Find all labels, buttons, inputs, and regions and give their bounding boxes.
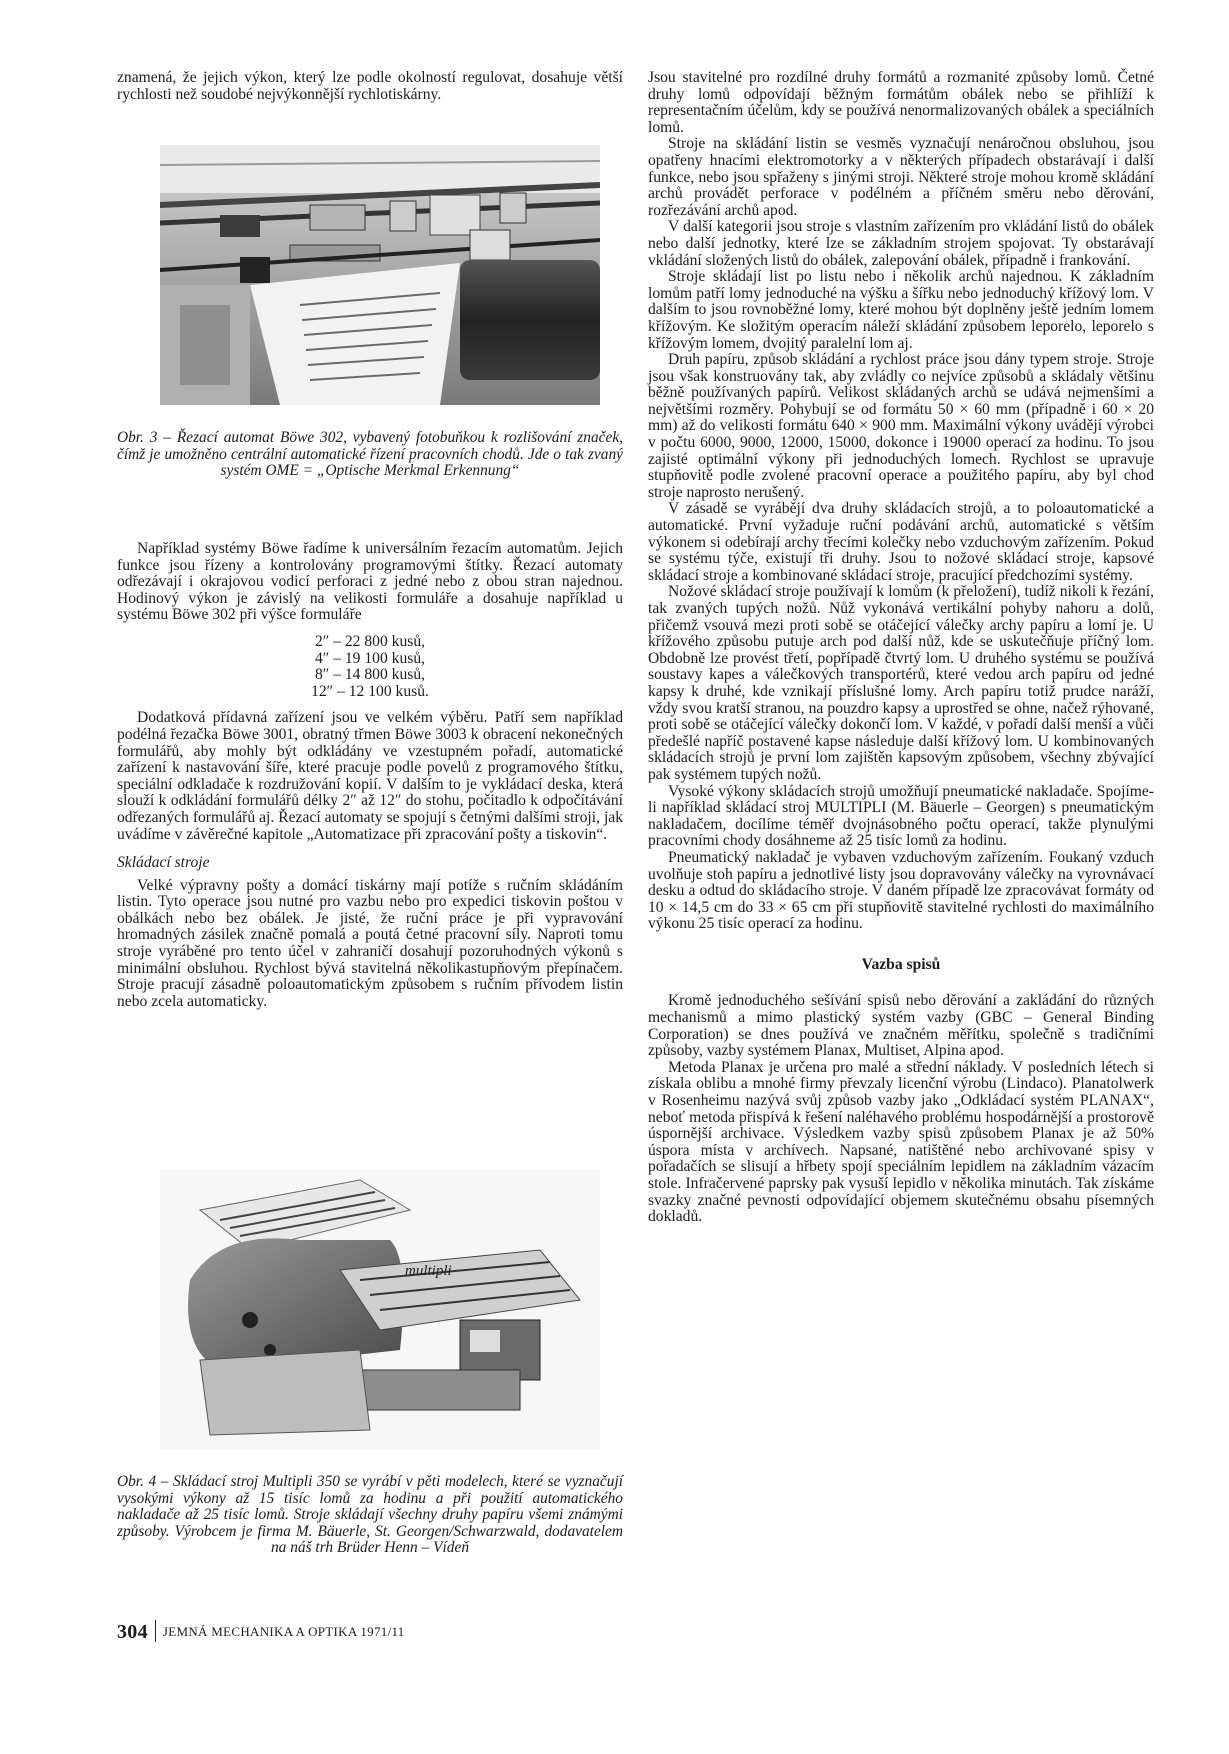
right-column <box>648 70 1154 1226</box>
paragraph-folding-intro: Velké výpravny pošty a domácí tiskárny mají potíže s ručním skládáním listin. Tyto operace jsou nutné pro vazbu nebo pro expedici tiskovin poštou v obálkách nebo bez obálek. Je jisté, že ruční práce je při vypravování hromadných zásilek značně pomalá a poutá četné pracovní síly. Naproti tomu stroje vyráběné pro tento účel v zahraničí dosahují pozoruhodných výkonů s minimální obsluhou. Rychlost bývá stavitelná několikastupňovým přepínačem. Stroje pracují zásadně poloautomatickým způsobem s ručním přívodem listin nebo zcela automaticky. <box>117 876 623 1010</box>
cutting-machine-photo <box>160 145 600 405</box>
folding-machine-photo <box>160 1170 600 1450</box>
paragraph-planax: Metoda Planax je určena pro malé a střední náklady. V posledních létech si získala oblibu a mnohé firmy převzaly licenční výrobu (Lindaco). Planatolwerk v Rosenheimu nazývá svůj způsob vazby jako „Odkládací systém PLANAX“, neboť metoda přispívá k řešení naléhavého problému hospodárnější a prostorově úspornější archivace. Výsledkem vazby spisů způsobem Planax je až 50% úspora místa v archívech. Napsané, natištěné nebo archivované spisy v pořadačích se slisují a hřbety spojí speciálním lepidlem na základním vázacím stole. Infračervené paprsky pak vysuší lepidlo v několika minutách. Tak získáme svazky značné pevnosti odpovídající objemem skutečnému obsahu písemných dokladů. <box>648 1058 1154 1226</box>
paragraph-adjustable-formats: Jsou stavitelné pro rozdílné druhy formátů a rozmanité způsoby lomů. Četné druhy lomů odpovídají běžným formátům obálek nebo se přihlíží k representačním účelům, kdy se používá nenormalizovaných obálek a speciálních lomů. <box>648 69 1154 136</box>
multipli-logo: multipli <box>405 1263 452 1279</box>
figure-3-caption-text: Obr. 3 – Řezací automat Böwe 302, vybavený fotobuňkou k rozlišování značek, čímž je umožněno centrální automatické řízení pracovních chodů. Jde o tak zvaný systém OME = „Optische Merkmal Erkennung“ <box>117 429 623 480</box>
section-heading-folding-machines: Skládací stroje <box>117 854 210 872</box>
format-output-list <box>117 634 623 700</box>
figure-4-caption-text: Obr. 4 – Skládací stroj Multipli 350 se vyrábí v pěti modelech, které se vyznačují vysokými výkony až 15 tisíc lomů za hodinu a při použití automatického nakladače až 25 tisíc lomů. Stroje skládají všechny druhy papíru všemi známými způsoby. Výrobcem je firma M. Bäuerle, St. Georgen/Schwarzwald, dodavatelem na náš trh Brüder Henn – Vídeň <box>117 1473 623 1557</box>
output-row-8in: 8″ – 14 800 kusů, <box>314 666 426 684</box>
intro-paragraph: znamená, že jejich výkon, který lze podle okolností regulovat, dosahuje větší rychlosti než soudobé nejvýkonnější rychlotiskárny. <box>117 69 623 103</box>
left-body <box>117 541 623 1010</box>
output-row-4in: 4″ – 19 100 kusů, <box>314 649 426 667</box>
figure-3-photo <box>160 145 600 405</box>
paragraph-machine-operation: Stroje na skládání listin se vesměs vyznačují nenáročnou obsluhou, jsou opatřeny hnacími elektromotorky a v některých případech obstarávají i další funkce, nebo jsou spřaženy s jinými stroji. Některé stroje mohou kromě skládání archů provádět perforace v podélném a příčném směru nebo děrování, rozřezávání archů apod. <box>648 135 1154 219</box>
paragraph-pneumatic-feeder-detail: Pneumatický nakladač je vybaven vzduchovým zařízením. Foukaný vzduch uvolňuje stoh papíru a jednotlivé listy jsou dopravovány válečky na vyrovnávací desku a odtud do skládacího stroje. V daném případě lze zpracovávat formáty od 10 × 14,5 cm do 33 × 65 cm při stupňovitě stavitelné rychlosti do maximálního výkonu 25 tisíc operací za hodinu. <box>648 848 1154 933</box>
section-heading-binding: Vazba spisů <box>861 955 941 973</box>
footer-divider <box>155 1620 156 1642</box>
figure-4-photo <box>160 1170 600 1450</box>
output-row-12in: 12″ – 12 100 kusů. <box>311 682 429 700</box>
page-number: 304 <box>117 1621 148 1643</box>
page-footer <box>117 1620 405 1644</box>
paragraph-fold-types: Stroje skládají list po listu nebo i několik archů najednou. K základním lomům patří lomy jednoduché na výšku a šířku nebo jednoduchý křížový lom. V dalším to jsou rovnoběžné lomy, které mohou být doplněny ještě jedním lomem křížovým. Ke složitým operacím náleží skládání způsobem leporelo, leporelo s křížovým lomem, dvojitý paralelní lom aj. <box>648 268 1154 352</box>
paragraph-knife-pocket: Nožové skládací stroje používají k lomům (k přeložení), tudíž nikoli k řezání, tak zvaných tupých nožů. Nůž vykonává vertikální pohyby nahoru a dolů, přičemž vsouvá mezi proti sobě se otáčející válečky archy papíru a lomí je. U křížového způsobu putuje arch pod další nůž, kde se uskutečňuje příčný lom. Obdobně lze provést třetí, popřípadě čtvrtý lom. U druhého systému se používá soustavy kapes a válečkových transportérů, které vedou arch papíru od jedné kapsy k druhé, kde vznikají příslušné lomy. Arch papíru totiž prudce naráží, vždy svou kratší stranou, na pouzdro kapsy a uprostřed se ohne, načež rýhované, proti sobě se otáčející válečky dokončí lom. V každé, v pořadí další menší a vůči předešlé napříč postavené kapse následuje další křížový lom. U kombinovaných skládacích strojů je první lom zajištěn kapsovým způsobem, všechny zbývající pak systémem tupých nožů. <box>648 583 1154 783</box>
figure-4-caption <box>117 1474 623 1557</box>
journal-name: JEMNÁ MECHANIKA A OPTIKA 1971/11 <box>162 1624 405 1639</box>
paragraph-envelope-inserting: V další kategorii jsou stroje s vlastním zařízením pro vkládání listů do obálek nebo další jednotky, které lze se základním strojem spojovat. Ty obstarávají vkládání složených listů do obálek, zalepování obálek, případně i frankování. <box>648 218 1154 269</box>
paragraph-bowe-systems: Například systémy Böwe řadíme k universálním řezacím automatům. Jejich funkce jsou řízeny a kontrolovány programovými štítky. Řezací automaty odřezávají i okrajovou vodicí perforaci z jedné nebo z obou stran najednou. Hodinový výkon je závislý na velikosti formuláře a dosahuje například u systému Böwe 302 při výšce formuláře <box>117 540 623 624</box>
paragraph-paper-speed: Druh papíru, způsob skládání a rychlost práce jsou dány typem stroje. Stroje jsou však konstruovány tak, aby zvládly co nejvíce způsobů a skládaly většinu běžně používaných papírů. Velikost skládaných archů se udává nejmenšími a největšími rozměry. Pohybují se od formátu 50 × 60 mm (případně i 60 × 20 mm) až do velikosti formátu 640 × 900 mm. Maximální výkony uvádějí výrobci v počtu 6000, 9000, 12000, 15000, dokonce i 19000 operací za hodinu. To jsou zajisté optimální výkony při jednoduchých lomech. Rychlost se upravuje stupňovitě podle zvolené pracovní operace a použitého papíru, aby byl chod stroje naprosto nerušený. <box>648 351 1154 501</box>
left-intro <box>117 70 623 103</box>
paragraph-accessories: Dodatková přídavná zařízení jsou ve velkém výběru. Patří sem například podélná řezačka Böwe 3001, obratný třmen Böwe 3003 k obracení nekonečných formulářů, aby mohly být odkládány ve vzestupném pořadí, automatické zařízení k nastavování šíře, které pracuje podle povelů z programového štítku, speciální odkladače k rozdružování kopií. V dalším to je vykládací deska, která slouží k odkládání formulářů délky 2″ až 12″ do stohu, počitadlo k odpočítávání odřezaných formulářů aj. Řezací automaty se spojují s četnými dalšími stroji, jak uvádíme v závěrečné kapitole „Automatizace při zpracování pošty a tiskovin“. <box>117 709 623 843</box>
figure-3-caption <box>117 430 623 480</box>
paragraph-machine-kinds: V zásadě se vyrábějí dva druhy skládacích strojů, a to poloautomatické a automatické. První vyžaduje ruční podávání archů, automatické s větším výkonem si odebírají archy třecími kolečky nebo vzduchovým zařízením. Pokud se systému týče, existují tři druhy. Jsou to nožové skládací stroje, kapsové skládací stroje a kombinované skládací stroje, pracující předchozími systémy. <box>648 500 1154 584</box>
paragraph-pneumatic-feeders: Vysoké výkony skládacích strojů umožňují pneumatické nakladače. Spojíme-li například skládací stroj MULTIPLI (M. Bäuerle – Georgen) s pneumatickým nakladačem, docílíme téměř dvojnásobného počtu operací, takže plynulými pracovními chody dosáhneme až 25 tisíc lomů za hodinu. <box>648 782 1154 850</box>
paragraph-binding-methods: Kromě jednoduchého sešívání spisů nebo děrování a zakládání do různých mechanismů a mimo plastický systém vazby (GBC – General Binding Corporation) se dnes používá ve značném měřítku, společně s tradičními způsoby, vazby systémem Planax, Multiset, Alpina apod. <box>648 992 1154 1060</box>
output-row-2in: 2″ – 22 800 kusů, <box>314 632 426 650</box>
